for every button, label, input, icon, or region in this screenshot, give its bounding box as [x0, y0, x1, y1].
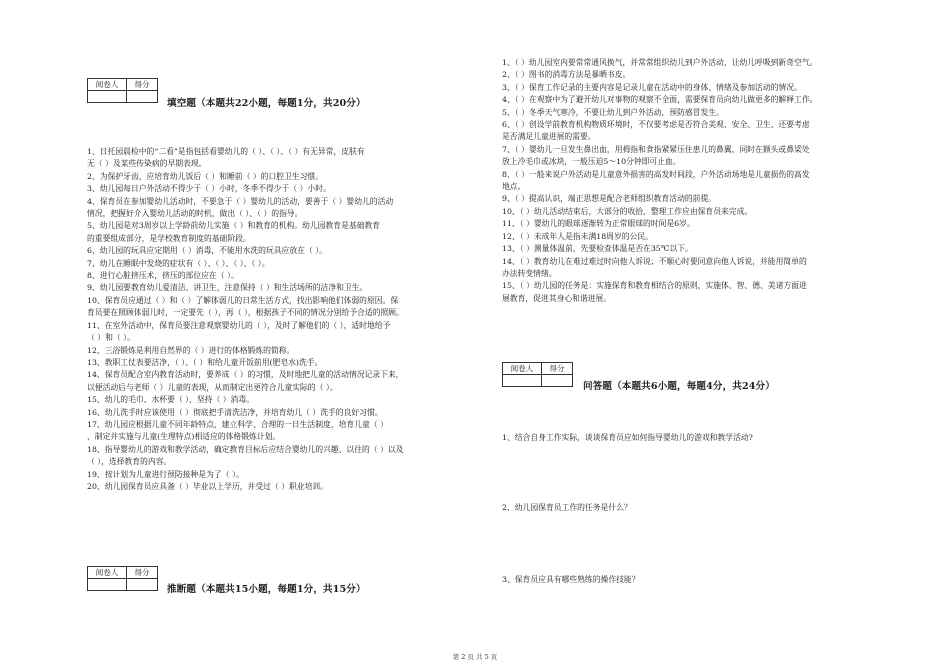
fill-blank-line: 10、保育员应通过（ ）和（ ）了解体弱儿的日常生活方式，找出影响他们体弱的原因。保 [87, 295, 399, 305]
score-box-score-label: 得分 [127, 79, 158, 91]
fill-blank-line: （ ），选择教育的内容。 [87, 457, 172, 467]
score-box-judgment [87, 566, 158, 591]
fill-blank-line: 无（ ）及某些传染病的早期表现。 [87, 159, 207, 169]
fill-blank-questions [87, 146, 492, 493]
judgment-line: 4、（ ）在观察中为了避开幼儿对事物的观察不全面，需要保育员向幼儿做更多的解释工作。 [502, 95, 818, 105]
judgment-questions [502, 57, 897, 305]
judgment-line: 12、（ ）未成年人是指未满18周岁的公民。 [502, 231, 653, 241]
fill-blank-line: 12、三浴锻炼是利用自然界的（ ）进行的体格锻炼的简称。 [87, 345, 295, 355]
judgment-line: 9、（ ）提高认识，端正思想是配合老师组织教育活动的前提。 [502, 194, 717, 204]
fill-blank-line: 以便活动后与老师（ ）儿童的表现，从而制定出更符合儿童实际的（ ）。 [87, 382, 338, 392]
judgment-line: 10、（ ）幼儿活动结束后，大部分的收拾，整理工作应由保育员来完成。 [502, 206, 753, 216]
qa-question-2: 2、幼儿园保育员工作的任务是什么？ [502, 503, 632, 512]
fill-blank-line: 9、幼儿园要教育幼儿爱清洁、讲卫生，注意保持（ ）和生活场所的洁净和卫生。 [87, 283, 368, 293]
fill-blank-line: 18、指导婴幼儿的游戏和教学活动，确定教育目标后应结合婴幼儿的兴趣、以往的（ ）以及 [87, 444, 404, 454]
judgment-line: 6、（ ）创设学前教育机构物质环境时，不仅要考虑是否符合美观、安全、卫生、还要考虑 [502, 120, 810, 130]
page-number: 第 2 页 共 5 页 [452, 653, 498, 661]
judgment-line: 2、（ ）图书的消毒方法是暴晒书皮。 [502, 70, 631, 80]
score-box-fill-blank [87, 78, 158, 103]
judgment-line: 5、（ ）冬季天气寒冷，不要让幼儿到户外活动，预防感冒发生。 [502, 107, 724, 117]
score-box-grader-label: 阅卷人 [503, 363, 542, 375]
fill-blank-line: 16、幼儿洗手时应该使用（ ）彻底把手清洗洁净，并培育幼儿（ ）洗手的良好习惯。 [87, 407, 383, 417]
fill-blank-line: 的重要组成部分，是学校教育制度的基础阶段。 [87, 233, 251, 243]
fill-blank-line: 2、为保护牙齿，应培育幼儿饭后（ ）和睡前（ ）的口腔卫生习惯。 [87, 171, 324, 181]
fill-blank-line: 19、按计划为儿童进行预防接种是为了（ ）。 [87, 469, 244, 479]
fill-blank-line: 6、幼儿园的玩具应定期用（ ）消毒，不能用水洗的玩具应放在（ ）。 [87, 246, 327, 256]
fill-blank-line: ，制定并实施与儿童(生理特点)相适应的体格锻炼计划。 [87, 432, 281, 442]
fill-blank-line: 7、幼儿在睡眠中发烧的症状有（ ）、（ ）、（ ）、（ ）。 [87, 258, 270, 268]
judgment-line: 8、（ ）一般来说户外活动是儿童意外损害的高发时间段，户外活动场地是儿童损伤的高发 [502, 169, 810, 179]
judgment-title: 推断题（本题共15小题，每题1分，共15分） [167, 584, 366, 595]
fill-blank-line: （ ）和（ ）。 [87, 333, 135, 343]
fill-blank-line: 情况，把握好介入婴幼儿活动的时机，做出（ ）、（ ）的指导。 [87, 209, 303, 219]
judgment-line: 是否满足儿童进展的需要。 [502, 132, 596, 142]
fill-blank-line: 14、保育员配合室内教育活动时，要养成（ ）的习惯，及时地把儿童的活动情况记录下来， [87, 370, 404, 380]
fill-blank-line: 3、幼儿园每日户外活动不得少于（ ）小时，冬季不得少于（ ）小时。 [87, 184, 331, 194]
judgment-line: 13、（ ）测量体温前，先要检查体温是否在35℃以下。 [502, 244, 693, 254]
judgment-line: 15、（ ）幼儿园的任务是：实施保育和教育相结合的原则，实施体、智、德、美诸方面进 [502, 281, 807, 291]
judgment-line: 7、（ ）婴幼儿一旦发生鼻出血，用拇指和食指紧紧压住患儿的鼻翼，同时在额头或鼻梁处 [502, 144, 810, 154]
fill-blank-line: 17、幼儿园应根据儿童不同年龄特点，建立科学、合理的一日生活制度，培育儿童（ ） [87, 419, 388, 429]
score-box-grader-label: 阅卷人 [88, 79, 127, 91]
fill-blank-line: 13、教职工仗表要洁净，（ ）、（ ）和给儿童开饭前用(肥皂水)洗手。 [87, 357, 323, 367]
judgment-line: 展教育，促进其身心和谐进展。 [502, 293, 612, 303]
fill-blank-line: 11、在室外活动中，保育员要注意观察婴幼儿的（ ），及时了解他们的（ ），适时地给予 [87, 320, 391, 330]
judgment-line: 放上冷毛巾或冰块，一般压迫5～10分钟即可止血。 [502, 157, 681, 167]
judgment-line: 地点。 [502, 182, 526, 192]
judgment-line: 11、（ ）婴幼儿的眼球逐渐转为正常眼球的时间是6岁。 [502, 219, 695, 229]
fill-blank-line: 20、幼儿园保育员应具备（ ）毕业以上学历，并受过（ ）职业培训。 [87, 481, 328, 491]
fill-blank-line: 育员要在照顾体弱儿时，一定要先（ ），再（ ），根据孩子不同的情况分别给予合适的照顾。 [87, 308, 404, 318]
score-box-qa [502, 362, 573, 387]
score-box-grader-label: 阅卷人 [88, 567, 127, 579]
judgment-line: 3、（ ）保育工作记录的主要内容是记录儿童在活动中的身体、情绪及参加活动的情况。 [502, 82, 802, 92]
judgment-line: 办法转变情绪。 [502, 268, 557, 278]
fill-blank-line: 4、保育员在参加婴幼儿活动时，不要急于（ ）婴幼儿的活动，要善于（ ）婴幼儿的活动 [87, 196, 394, 206]
qa-question-3: 3、保育员应具有哪些熟练的操作技能？ [502, 575, 640, 584]
judgment-line: 14、（ ）教育幼儿在难过难过时向他人诉说；不顺心时要同意向他人诉说，并能用简单的 [502, 256, 807, 266]
fill-blank-line: 8、进行心脏挤压术，挤压的部位应在（ ）。 [87, 271, 239, 281]
fill-blank-title: 填空题（本题共22小题，每题1分，共20分） [167, 98, 366, 109]
score-box-score-label: 得分 [127, 567, 158, 579]
fill-blank-line: 1、日托园晨检中的“二看”是指包括看婴幼儿的（ ）、（ ）、（ ）有无异常，皮肤有 [87, 147, 365, 156]
qa-title: 问答题（本题共6小题，每题4分，共24分） [583, 381, 775, 392]
judgment-line: 1、（ ）幼儿园室内要常常通风换气，并常常组织幼儿到户外活动，让幼儿呼吸到新奇空气。 [502, 58, 818, 67]
fill-blank-line: 15、幼儿的毛巾、水杯要（ ），坚持（ ）消毒。 [87, 395, 254, 405]
fill-blank-line: 5、幼儿园是对3周岁以上学龄前幼儿实施（ ）和教育的机构。幼儿园教育是基础教育 [87, 221, 381, 231]
score-box-score-label: 得分 [542, 363, 573, 375]
qa-question-1: 1、结合自身工作实际，谈谈保育员应如何指导婴幼儿的游戏和教学活动? [502, 433, 753, 442]
